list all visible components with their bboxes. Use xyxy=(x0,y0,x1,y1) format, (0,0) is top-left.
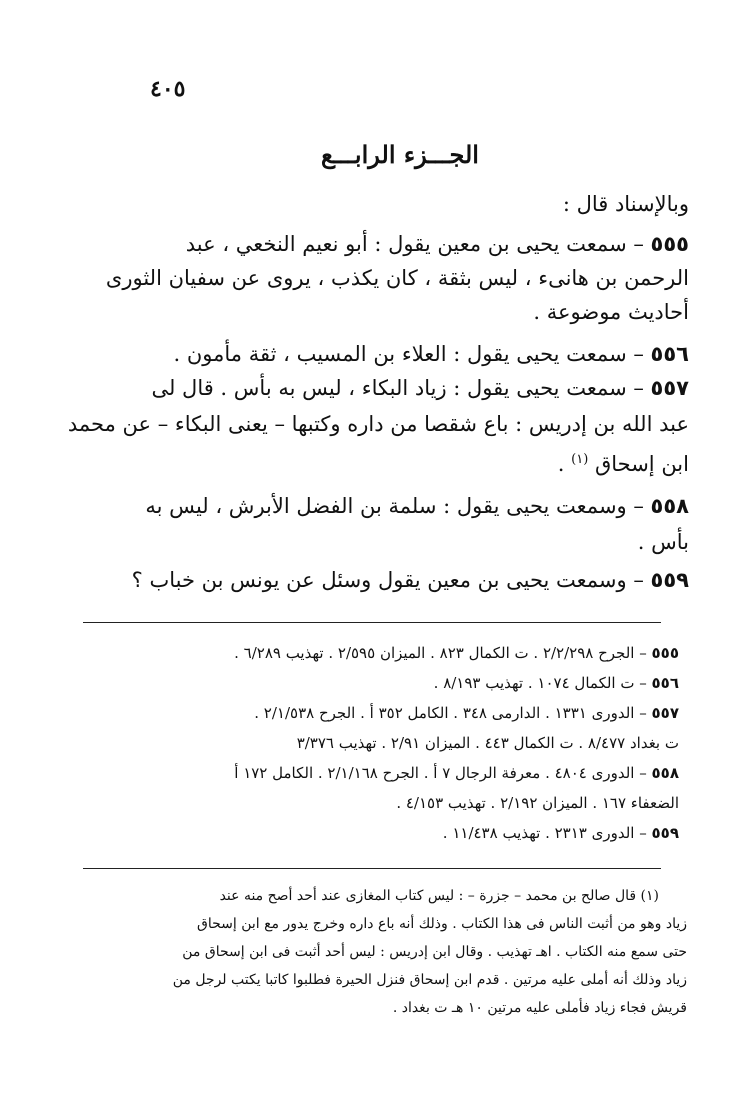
entry-number: ٥٥٨ xyxy=(650,494,689,518)
ref-557 xyxy=(60,702,679,724)
ref-number: ٥٥٦ xyxy=(651,674,679,692)
refs-divider xyxy=(83,622,661,623)
ref-number: ٥٥٥ xyxy=(651,644,679,662)
entry-number: ٥٥٥ xyxy=(650,232,689,256)
entry-text: – سمعت يحيى يقول : زياد البكاء ، ليس به بأس . قال لى xyxy=(151,376,644,400)
footnote-line-3: حتى سمع منه الكتاب . اهـ تهذيب . وقال ابن إدريس : ليس أحد أثبت فى ابن إسحاق من xyxy=(182,944,687,960)
entry-557-line-3 xyxy=(60,444,689,480)
entry-text: – سمعت يحيى بن معين يقول : أبو نعيم النخعي ، عبد xyxy=(185,232,644,256)
ref-text: – الدورى ١٣٣١ . الدارمى ٣٤٨ . الكامل ٣٥٢ أ . الجرح ٢/١/٥٣٨ . xyxy=(254,704,647,722)
footnote-line-4: زياد وذلك أنه أملى عليه مرتين . قدم ابن إسحاق فنزل الحيرة فطلبوا كاتبا يكتب لرجل من xyxy=(172,972,687,988)
entry-555-line-2: الرحمن بن هانىء ، ليس بثقة ، كان يكذب ، يروى عن سفيان الثورى xyxy=(105,266,689,290)
ref-number: ٥٥٨ xyxy=(651,764,679,782)
ref-559 xyxy=(60,822,679,844)
entry-text: ابن إسحاق xyxy=(594,452,689,476)
entry-text-end: . xyxy=(557,452,565,476)
entry-number: ٥٥٦ xyxy=(650,342,689,366)
ref-text: – الجرح ٢/٢/٢٩٨ . ت الكمال ٨٢٣ . الميزان ٢/٥٩٥ . تهذيب ٦/٢٨٩ . xyxy=(234,644,647,662)
page-number: ٤٠٥ xyxy=(150,76,186,102)
entry-558-line-1 xyxy=(60,490,689,522)
footnote-line-2: زياد وهو من أثبت الناس فى هذا الكتاب . وذلك أنه باع داره وخرج يدور مع ابن إسحاق xyxy=(196,916,687,932)
ref-number: ٥٥٧ xyxy=(651,704,679,722)
intro-line: وبالإسناد قال : xyxy=(562,192,689,216)
ref-555 xyxy=(60,642,679,664)
entry-number: ٥٥٧ xyxy=(650,376,689,400)
ref-556 xyxy=(60,672,679,694)
entry-557-line-2: عبد الله بن إدريس : باع شقصا من داره وكتبها – يعنى البكاء – عن محمد xyxy=(67,412,689,436)
ref-number: ٥٥٩ xyxy=(651,824,679,842)
chapter-title: الجـــزء الرابـــع xyxy=(321,140,479,169)
entry-555-line-3: أحاديث موضوعة . xyxy=(533,300,689,324)
entry-555-line-1 xyxy=(60,228,689,260)
entry-558-line-2: بأس . xyxy=(637,530,689,554)
ref-text: – الدورى ٤٨٠٤ . معرفة الرجال ٧ أ . الجرح ٢/١/١٦٨ . الكامل ١٧٢ أ xyxy=(234,764,647,782)
entry-556-line-1 xyxy=(60,338,689,370)
ref-558-cont: الضعفاء ١٦٧ . الميزان ٢/١٩٢ . تهذيب ٤/١٥٣ . xyxy=(396,794,679,812)
footnote-divider xyxy=(83,868,661,869)
entry-number: ٥٥٩ xyxy=(650,568,689,592)
entry-559-line-1 xyxy=(60,564,689,596)
entry-text: – وسمعت يحيى يقول : سلمة بن الفضل الأبرش ، ليس به xyxy=(145,494,644,518)
ref-text: – الدورى ٢٣١٣ . تهذيب ١١/٤٣٨ . xyxy=(442,824,647,842)
entry-text: – وسمعت يحيى بن معين يقول وسئل عن يونس بن خباب ؟ xyxy=(131,568,644,592)
footnote-ref[interactable]: (١) xyxy=(571,452,589,467)
ref-558 xyxy=(60,762,679,784)
ref-557-cont: ت بغداد ٨/٤٧٧ . ت الكمال ٤٤٣ . الميزان ٢/٩١ . تهذيب ٣/٣٧٦ xyxy=(296,734,679,752)
ref-text: – ت الكمال ١٠٧٤ . تهذيب ٨/١٩٣ . xyxy=(433,674,647,692)
entry-text: – سمعت يحيى يقول : العلاء بن المسيب ، ثقة مأمون . xyxy=(173,342,644,366)
footnote-line-1: (١) قال صالح بن محمد – جزرة – : ليس كتاب المغازى عند أحد أصح منه عند xyxy=(219,888,659,904)
footnote-line-5: قريش فجاء زياد فأملى عليه مرتين ١٠ هـ ت بغداد . xyxy=(392,1000,687,1016)
entry-557-line-1 xyxy=(60,372,689,404)
